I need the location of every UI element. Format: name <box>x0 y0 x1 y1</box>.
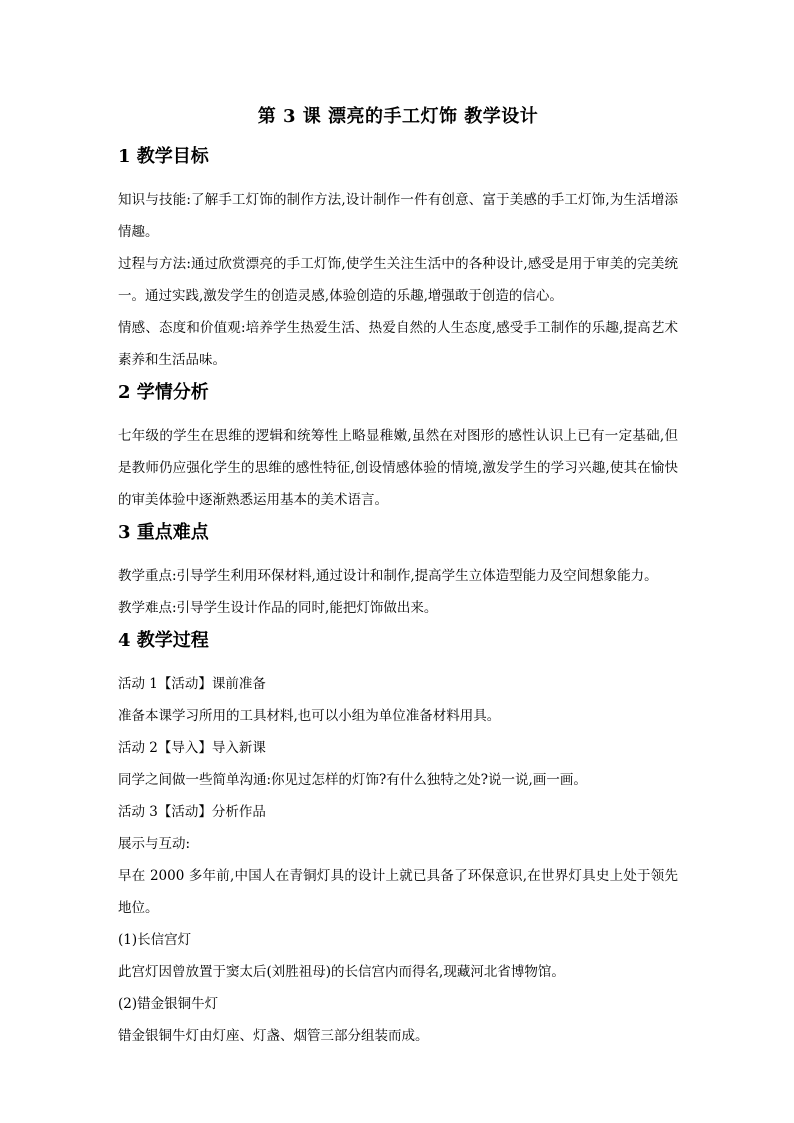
section-heading: 1 教学目标 <box>118 146 209 167</box>
paragraph: 教学重点:引导学生利用环保材料,通过设计和制作,提高学生立体造型能力及空间想象能力。 <box>118 568 658 584</box>
paragraph: 教学难点:引导学生设计作品的同时,能把灯饰做出来。 <box>118 600 438 616</box>
paragraph: 展示与互动: <box>118 836 191 852</box>
paragraph: 准备本课学习所用的工具材料,也可以小组为单位准备材料用具。 <box>118 708 501 724</box>
paragraph: 同学之间做一些简单沟通:你见过怎样的灯饰?有什么独特之处?说一说,画一画。 <box>118 772 587 788</box>
paragraph: 错金银铜牛灯由灯座、灯盏、烟管三部分组装而成。 <box>118 1028 429 1044</box>
paragraph: 七年级的学生在思维的逻辑和统筹性上略显稚嫩,虽然在对图形的感性认识上已有一定基础,但是教师仍应强化学生的思维的感性特征,创设情感体验的情境,激发学生的学习兴趣,使其在愉快的审美体验中逐渐熟悉运用基本的美术语言。 <box>118 428 678 508</box>
activity-heading: 活动 1【活动】课前准备 <box>118 676 266 692</box>
section-objectives <box>118 144 678 376</box>
activity-heading: 活动 3【活动】分析作品 <box>118 804 266 820</box>
paragraph: 知识与技能:了解手工灯饰的制作方法,设计制作一件有创意、富于美感的手工灯饰,为生活增添情趣。 <box>118 192 678 240</box>
list-item: (2)错金银铜牛灯 <box>118 996 219 1012</box>
document-page <box>118 104 678 1056</box>
section-heading: 2 学情分析 <box>118 382 209 403</box>
list-item: (1)长信宫灯 <box>118 932 192 948</box>
activity-heading: 活动 2【导入】导入新课 <box>118 740 266 756</box>
paragraph: 过程与方法:通过欣赏漂亮的手工灯饰,使学生关注生活中的各种设计,感受是用于审美的完美统一。通过实践,激发学生的创造灵感,体验创造的乐趣,增强敢于创造的信心。 <box>118 256 678 304</box>
paragraph: 早在 2000 多年前,中国人在青铜灯具的设计上就已具备了环保意识,在世界灯具史上处于领先地位。 <box>118 868 678 916</box>
section-heading: 4 教学过程 <box>118 630 209 651</box>
section-heading: 3 重点难点 <box>118 522 209 543</box>
section-student-analysis <box>118 380 678 516</box>
document-title: 第 3 课 漂亮的手工灯饰 教学设计 <box>257 106 539 127</box>
paragraph: 情感、态度和价值观:培养学生热爱生活、热爱自然的人生态度,感受手工制作的乐趣,提高艺术素养和生活品味。 <box>118 320 678 368</box>
paragraph: 此宫灯因曾放置于窦太后(刘胜祖母)的长信宫内而得名,现藏河北省博物馆。 <box>118 964 565 980</box>
section-teaching-process <box>118 628 678 1052</box>
section-key-points <box>118 520 678 624</box>
